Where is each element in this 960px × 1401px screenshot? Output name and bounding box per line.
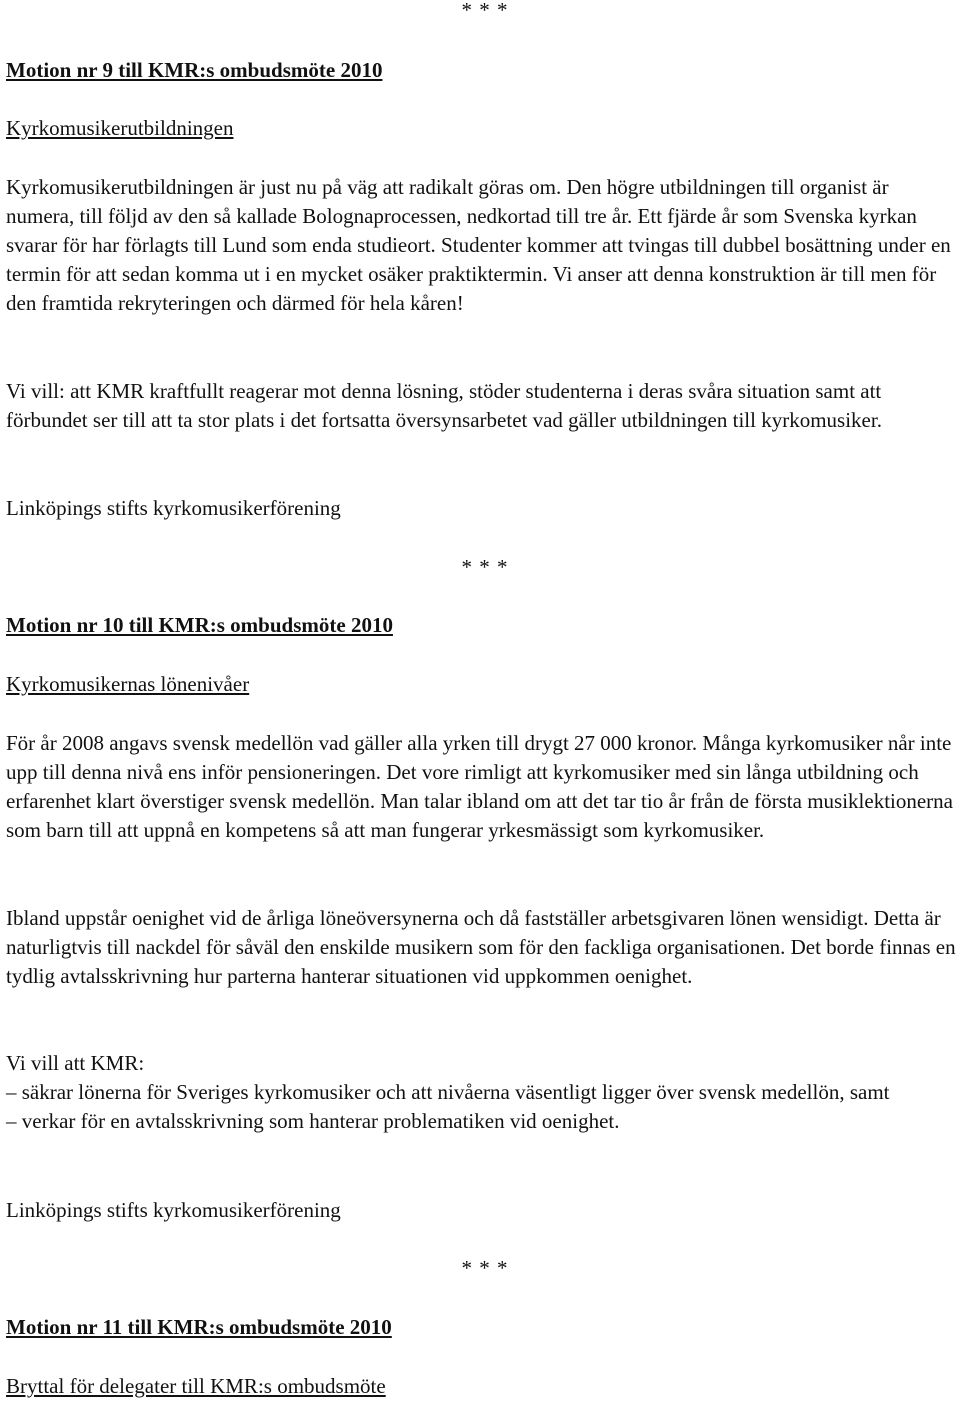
request-item: – säkrar lönerna för Sveriges kyrkomusiker och att nivåerna väsentligt ligger över svensk medellön, samt	[6, 1080, 890, 1104]
motion-11-title	[6, 1313, 956, 1342]
motion-10-title	[6, 611, 956, 640]
motion-9-paragraph-1	[6, 173, 956, 318]
motion-9-body	[6, 173, 956, 318]
paragraph-text: Kyrkomusikerutbildningen är just nu på väg att radikalt göras om. Den högre utbildningen till organist är numera, till följd av den så kallade Bolognaprocessen, nedkortad till tre år. Ett fjärde år som Svenska kyrkan svarar för har förlagts till Lund som enda studieort. Studenter kommer att tvingas till dubbel bosättning under en termin för att sedan komma ut i en mycket osäker praktiktermin. Vi anser att denna konstruktion är till men för den framtida rekryteringen och därmed för hela kåren!	[6, 175, 951, 315]
motion-subtitle: Bryttal för delegater till KMR:s ombudsmöte	[6, 1374, 386, 1398]
section-separator: * * *	[461, 555, 509, 579]
motion-title: Motion nr 11 till KMR:s ombudsmöte 2010	[6, 1315, 392, 1339]
request-intro: Vi vill att KMR:	[6, 1051, 145, 1075]
motion-9-paragraph-2: Vi vill: att KMR kraftfullt reagerar mot denna lösning, stöder studenterna i deras svåra situation samt att förbundet ser till att ta stor plats i det fortsatta översynsarbetet vad gäller utbildningen till kyrkomusiker.	[6, 379, 882, 432]
motion-title: Motion nr 9 till KMR:s ombudsmöte 2010	[6, 58, 383, 82]
motion-10-subtitle	[6, 670, 956, 699]
motion-10-paragraph-1: För år 2008 angavs svensk medellön vad gäller alla yrken till drygt 27 000 kronor. Många kyrkomusiker når inte upp till denna nivå ens inför pensioneringen. Det vore rimligt att kyrkomusiker med sin långa utbildning och erfarenhet klart överstiger svensk medellön. Man talar ibland om att det tar tio år från de första musiklektionerna som barn till att uppnå en kompetens så att man fungerar yrkesmässigt som kyrkomusiker.	[6, 731, 953, 842]
motion-title: Motion nr 10 till KMR:s ombudsmöte 2010	[6, 613, 393, 637]
motion-10-body-2	[6, 904, 956, 991]
motion-9-request	[6, 377, 956, 435]
request-item: – verkar för en avtalsskrivning som hanterar problematiken vid oenighet.	[6, 1109, 620, 1133]
motion-9-title	[6, 56, 956, 85]
signature: Linköpings stifts kyrkomusikerförening	[6, 496, 341, 520]
section-separator: * * *	[461, 1256, 509, 1280]
motion-10-request	[6, 1049, 956, 1136]
motion-9-signature	[6, 494, 956, 523]
motion-10-body	[6, 729, 956, 845]
motion-11-subtitle	[6, 1372, 956, 1401]
motion-10-signature	[6, 1196, 956, 1225]
section-separator: * * *	[461, 0, 509, 22]
motion-9-subtitle	[6, 114, 956, 143]
signature: Linköpings stifts kyrkomusikerförening	[6, 1198, 341, 1222]
motion-subtitle: Kyrkomusikernas lönenivåer	[6, 672, 250, 696]
motion-10-paragraph-2: Ibland uppstår oenighet vid de årliga löneöversynerna och då fastställer arbetsgivaren lönen wensidigt. Detta är naturligtvis till nackdel för såväl den enskilde musikern som för den fackliga organisationen. Det borde finnas en tydlig avtalsskrivning hur parterna hanterar situationen vid uppkommen oenighet.	[6, 906, 956, 988]
motion-subtitle: Kyrkomusikerutbildningen	[6, 116, 234, 140]
